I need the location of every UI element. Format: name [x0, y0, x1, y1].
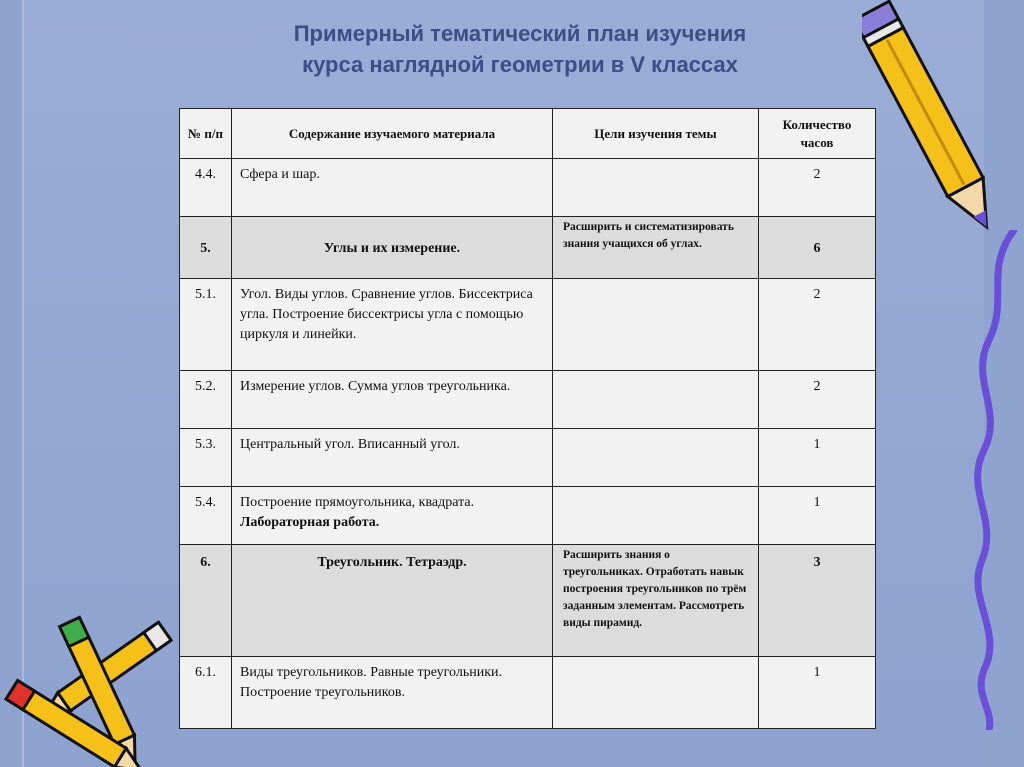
row-num: 5.	[180, 217, 232, 279]
row-hours: 2	[759, 159, 876, 217]
row-goals	[553, 159, 759, 217]
row-num: 4.4.	[180, 159, 232, 217]
row-num: 6.1.	[180, 657, 232, 729]
table-row	[180, 279, 876, 371]
row-content: Треугольник. Тетраэдр.	[232, 545, 553, 657]
row-hours: 1	[759, 487, 876, 545]
table-row	[180, 371, 876, 429]
row-content: Сфера и шар.	[232, 159, 553, 217]
row-goals	[553, 429, 759, 487]
title-line-2: курса наглядной геометрии в V классах	[302, 52, 738, 77]
pencil-icon	[862, 0, 1002, 245]
thematic-plan-table	[179, 108, 876, 729]
row-hours: 6	[759, 217, 876, 279]
row-num: 5.2.	[180, 371, 232, 429]
row-content: Измерение углов. Сумма углов треугольника.	[232, 371, 553, 429]
row-hours: 2	[759, 371, 876, 429]
row-hours: 1	[759, 657, 876, 729]
row-hours: 2	[759, 279, 876, 371]
row-content	[232, 487, 553, 545]
row-goals	[553, 279, 759, 371]
row-goals	[553, 371, 759, 429]
lab-work-label: Лабораторная работа.	[240, 515, 380, 530]
title-line-1: Примерный тематический план изучения	[293, 21, 747, 46]
header-num: № п/п	[180, 109, 232, 159]
header-hours: Количество часов	[759, 109, 876, 159]
header-goals: Цели изучения темы	[553, 109, 759, 159]
pencil-icon	[0, 615, 185, 767]
row-num: 5.4.	[180, 487, 232, 545]
row-hours: 1	[759, 429, 876, 487]
row-content: Угол. Виды углов. Сравнение углов. Биссектриса угла. Построение биссектрисы угла с помощью циркуля и линейки.	[232, 279, 553, 371]
row-goals	[553, 487, 759, 545]
table-row	[180, 159, 876, 217]
row-goals	[553, 657, 759, 729]
page-title	[180, 18, 860, 80]
row-content: Центральный угол. Вписанный угол.	[232, 429, 553, 487]
row-num: 5.3.	[180, 429, 232, 487]
row-content-text-2: Построение треугольников.	[240, 685, 405, 700]
row-goals: Расширить знания о треугольниках. Отработать навык построения треугольников по трём заданным элементам. Рассмотреть виды пирамид.	[553, 545, 759, 657]
row-content	[232, 657, 553, 729]
table-row	[180, 429, 876, 487]
table-row	[180, 487, 876, 545]
row-content-text: Построение прямоугольника, квадрата.	[240, 495, 475, 510]
row-goals: Расширить и систематизировать знания учащихся об углах.	[553, 217, 759, 279]
table-row-section	[180, 217, 876, 279]
table-row	[180, 657, 876, 729]
row-num: 6.	[180, 545, 232, 657]
row-content-text: Виды треугольников. Равные треугольники.	[240, 665, 503, 680]
table-header-row	[180, 109, 876, 159]
row-content: Углы и их измерение.	[232, 217, 553, 279]
header-content: Содержание изучаемого материала	[232, 109, 553, 159]
table-row-section	[180, 545, 876, 657]
squiggle-decoration	[954, 230, 1024, 730]
row-hours: 3	[759, 545, 876, 657]
row-num: 5.1.	[180, 279, 232, 371]
